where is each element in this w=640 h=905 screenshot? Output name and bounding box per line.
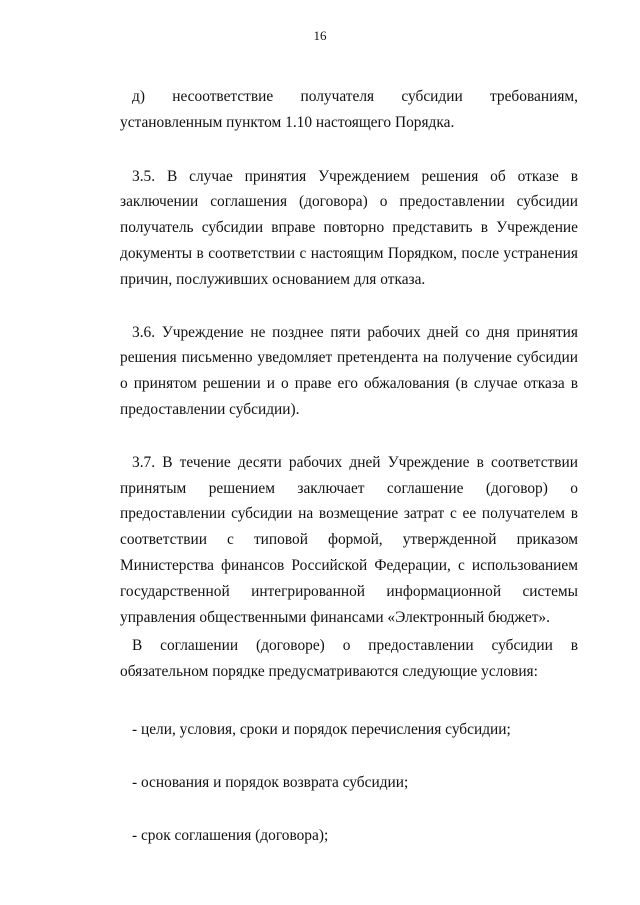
paragraph-agreement-conditions: В соглашении (договоре) о предоставлении субсидии в обязательном порядке предусматриваются следующие условия: (120, 637, 578, 681)
document-body (120, 84, 578, 848)
list-item: - основания и порядок возврата субсидии; (132, 773, 409, 791)
list-item: - цели, условия, сроки и порядок перечисления субсидии; (132, 720, 511, 738)
page-number: 16 (313, 28, 327, 43)
paragraph-3-6: 3.6. Учреждение не позднее пяти рабочих дней со дня принятия решения письменно уведомляет претендента на получение субсидии о принятом решении и о праве его обжалования (в случае отказа в предоставлении субсидии). (120, 323, 578, 418)
list-item: - срок соглашения (договора); (132, 826, 329, 844)
paragraph-item-d: д) несоответствие получателя субсидии требованиям, установленным пунктом 1.10 настоящего Порядка. (120, 88, 578, 131)
paragraph-3-7: 3.7. В течение десяти рабочих дней Учреждение в соответствии принятым решением заключает соглашение (договор) о предоставлении субсидии на возмещение затрат с ее получателем в соответствии с типовой формой, утвержденной приказом Министерства финансов Российской Федерации, с использованием государственной интегрированной информационной системы управления общественными финансами «Электронный бюджет». (120, 453, 578, 626)
paragraph-3-5: 3.5. В случае принятия Учреждением решения об отказе в заключении соглашения (договора) о предоставлении субсидии получатель субсидии вправе повторно представить в Учреждение документы в соответствии с настоящим Порядком, после устранения причин, послуживших основанием для отказа. (120, 167, 578, 288)
